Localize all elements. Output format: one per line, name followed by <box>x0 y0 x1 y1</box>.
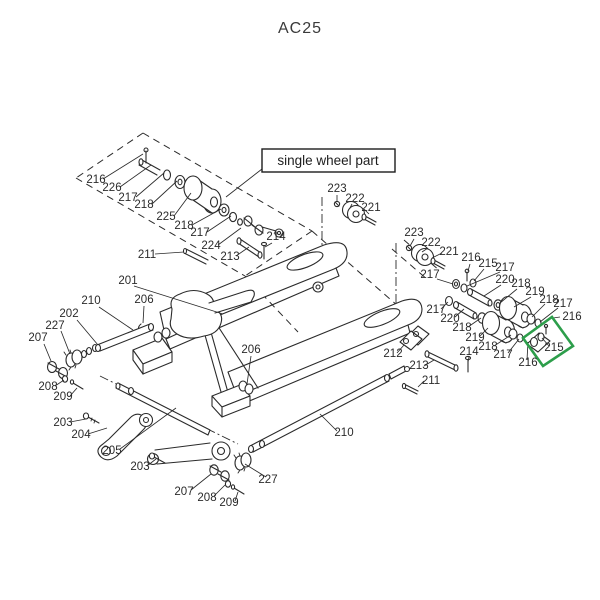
part-label-216: 216 <box>562 311 582 323</box>
part-label-217: 217 <box>495 262 515 274</box>
part-label-217: 217 <box>118 192 138 204</box>
part-label-209: 209 <box>219 497 239 509</box>
page-title: AC25 <box>277 20 323 37</box>
part-label-215: 215 <box>478 258 498 270</box>
pallet-truck-body <box>133 243 422 417</box>
part-label-220: 220 <box>495 274 515 286</box>
part-label-215: 215 <box>544 342 564 354</box>
part-label-222: 222 <box>345 193 365 205</box>
part-label-217: 217 <box>553 298 573 310</box>
part-label-223: 223 <box>327 183 347 195</box>
part-label-207: 207 <box>28 332 48 344</box>
part-label-210: 210 <box>334 427 354 439</box>
part-label-223: 223 <box>404 227 424 239</box>
part-label-219: 219 <box>525 286 545 298</box>
part-label-218: 218 <box>478 341 498 353</box>
part-label-211: 211 <box>137 249 157 261</box>
part-label-216: 216 <box>86 174 106 186</box>
part-label-217: 217 <box>493 349 513 361</box>
part-label-219: 219 <box>465 332 485 344</box>
part-label-208: 208 <box>197 492 217 504</box>
part-label-218: 218 <box>539 294 559 306</box>
part-label-203: 203 <box>53 417 73 429</box>
part-label-203: 203 <box>130 461 150 473</box>
part-label-212: 212 <box>383 348 403 360</box>
part-label-217: 217 <box>190 227 210 239</box>
part-label-202: 202 <box>59 308 79 320</box>
part-label-205: 205 <box>102 445 122 457</box>
part-label-216: 216 <box>518 357 538 369</box>
part-label-216: 216 <box>461 252 481 264</box>
part-label-213: 213 <box>409 360 429 372</box>
part-label-208: 208 <box>38 381 58 393</box>
part-label-220: 220 <box>440 313 460 325</box>
bottom-axle-parts <box>148 366 410 494</box>
part-label-204: 204 <box>71 429 91 441</box>
part-label-206: 206 <box>134 294 154 306</box>
part-label-207: 207 <box>174 486 194 498</box>
part-label-217: 217 <box>420 269 440 281</box>
part-label-213: 213 <box>220 251 240 263</box>
part-label-221: 221 <box>361 202 381 214</box>
part-label-224: 224 <box>201 240 221 252</box>
part-label-221: 221 <box>439 246 459 258</box>
part-label-222: 222 <box>421 237 441 249</box>
part-label-210: 210 <box>81 295 101 307</box>
part-label-209: 209 <box>53 391 73 403</box>
part-label-218: 218 <box>134 199 154 211</box>
part-label-225: 225 <box>156 211 176 223</box>
part-label-218: 218 <box>174 220 194 232</box>
part-label-214: 214 <box>266 231 286 243</box>
callout-label: single wheel part <box>277 153 379 168</box>
part-label-227: 227 <box>45 320 65 332</box>
part-label-214: 214 <box>459 346 479 358</box>
part-label-227: 227 <box>258 474 278 486</box>
part-label-201: 201 <box>118 275 138 287</box>
part-label-217: 217 <box>426 304 446 316</box>
callout-box <box>226 149 395 197</box>
part-label-226: 226 <box>102 182 122 194</box>
part-label-218: 218 <box>511 278 531 290</box>
part-label-211: 211 <box>421 375 441 387</box>
part-label-206: 206 <box>241 344 261 356</box>
part-label-218: 218 <box>452 322 472 334</box>
